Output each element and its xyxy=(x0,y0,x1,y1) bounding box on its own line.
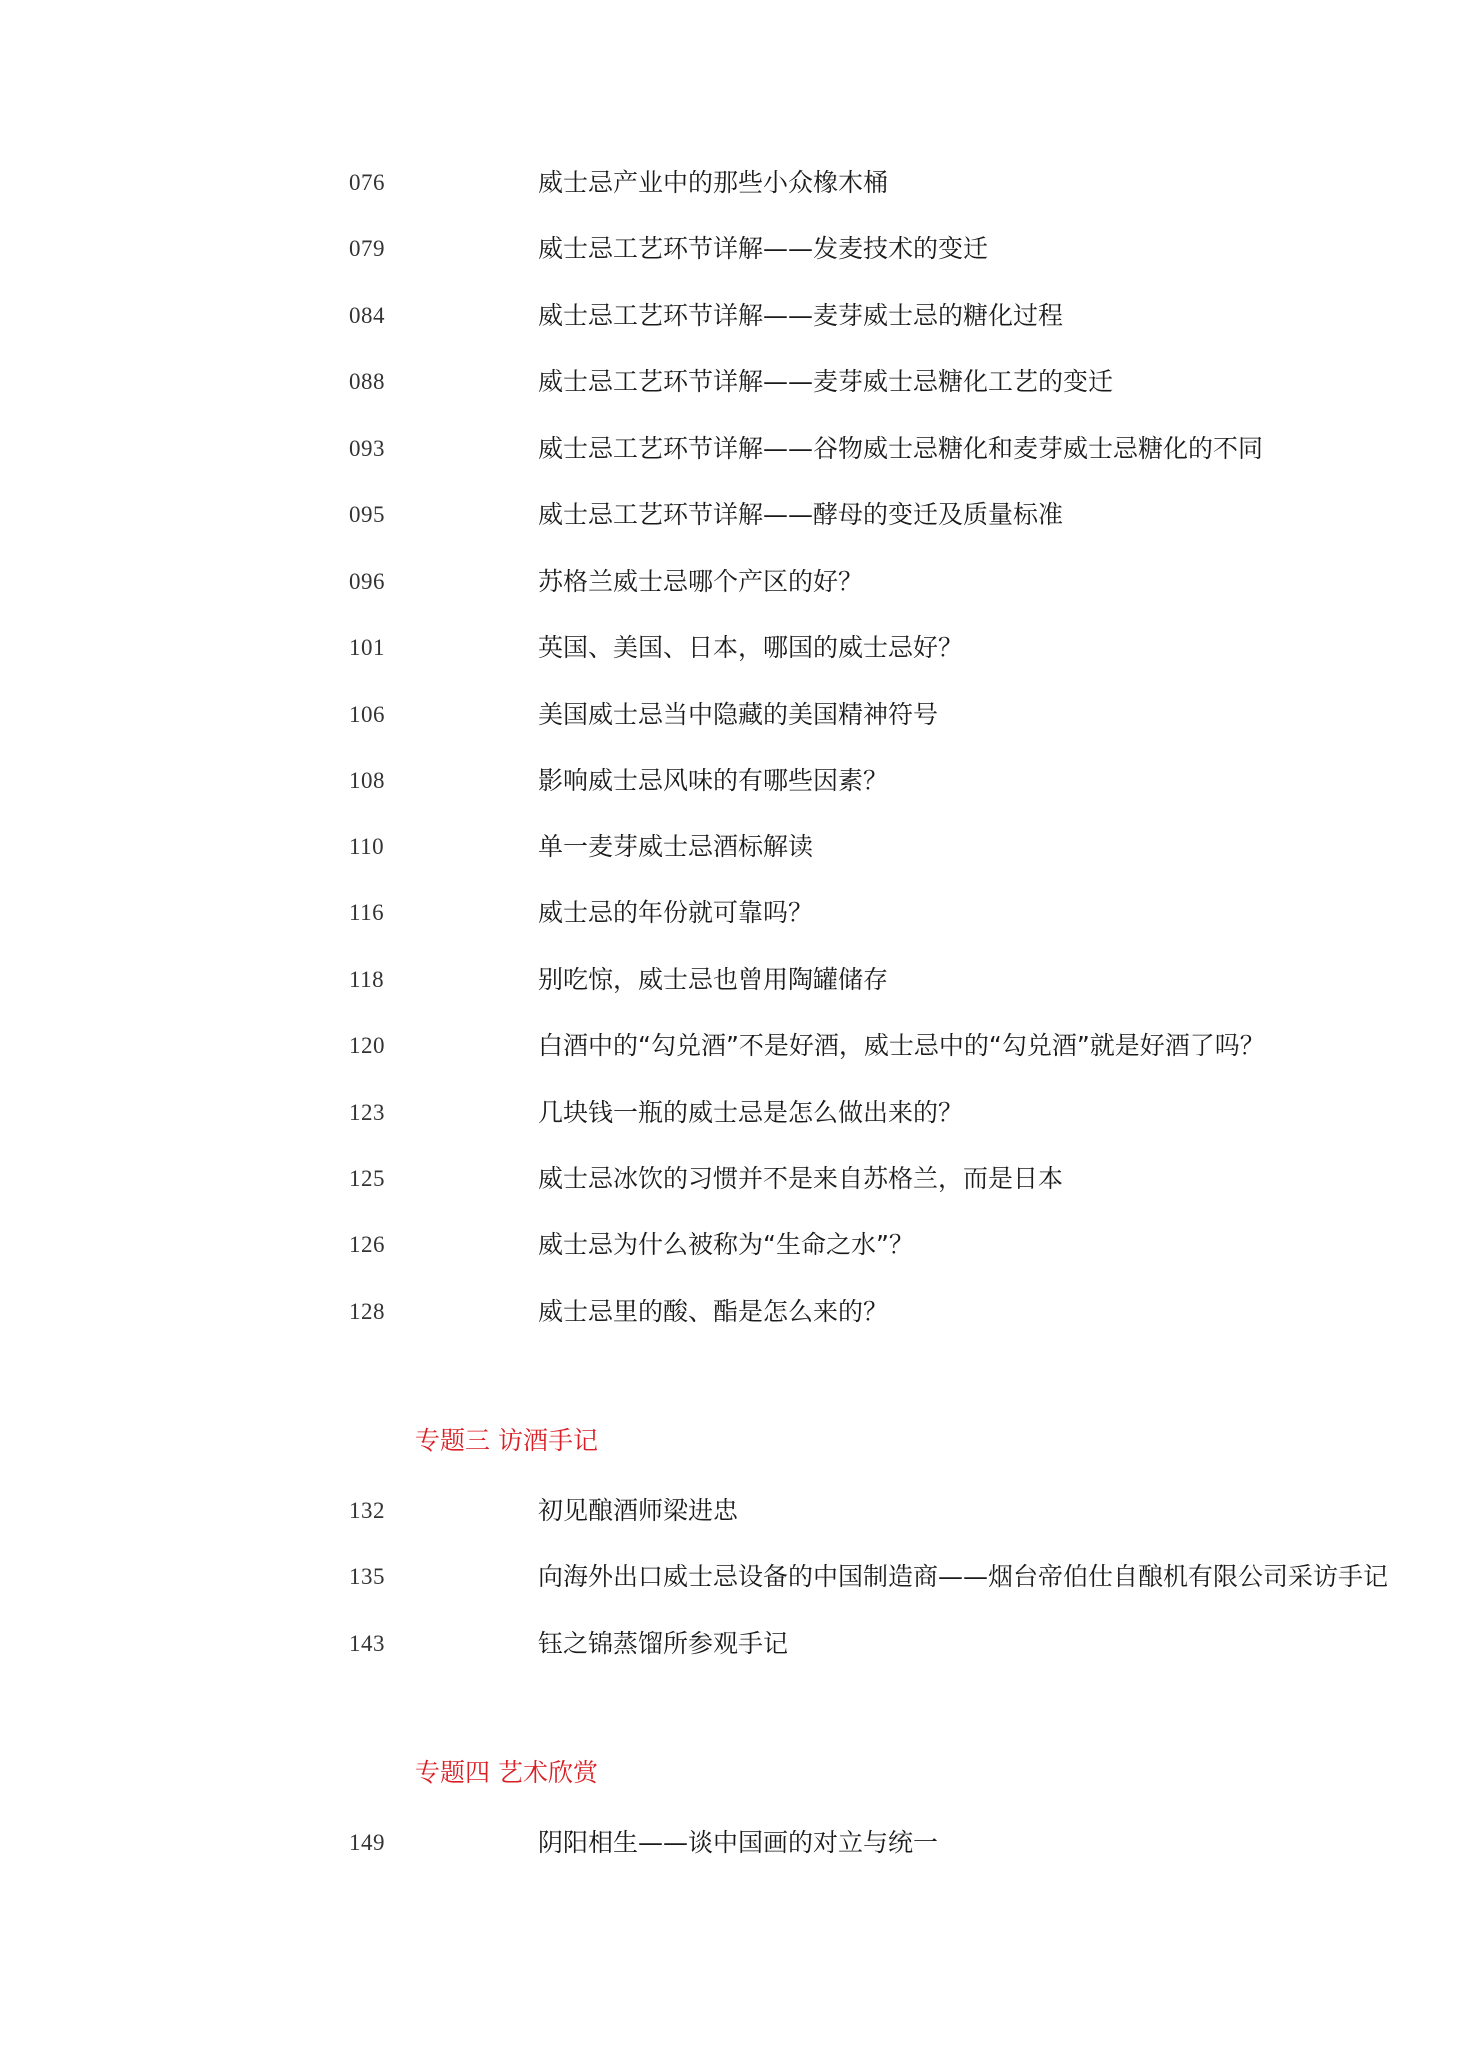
toc-entry xyxy=(0,827,1457,867)
entry-title: 威士忌工艺环节详解——酵母的变迁及质量标准 xyxy=(538,500,1064,529)
entry-title: 阴阳相生——谈中国画的对立与统一 xyxy=(538,1828,939,1857)
entry-title: 威士忌冰饮的习惯并不是来自苏格兰，而是日本 xyxy=(538,1164,1064,1193)
toc-entry xyxy=(0,1292,1457,1332)
toc-entry xyxy=(0,1823,1457,1863)
page-number: 095 xyxy=(349,502,385,527)
page-number: 135 xyxy=(349,1564,385,1589)
page-number: 116 xyxy=(349,900,385,925)
page-number: 132 xyxy=(349,1498,385,1523)
entry-title: 威士忌工艺环节详解——发麦技术的变迁 xyxy=(538,234,989,263)
toc-entry xyxy=(0,1159,1457,1199)
entry-title: 威士忌工艺环节详解——麦芽威士忌的糖化过程 xyxy=(538,301,1064,330)
toc-entry xyxy=(0,1491,1457,1531)
page-number: 101 xyxy=(349,635,385,660)
page-number: 123 xyxy=(349,1100,385,1125)
entry-title: 威士忌工艺环节详解——谷物威士忌糖化和麦芽威士忌糖化的不同 xyxy=(538,434,1264,463)
toc-entry xyxy=(0,960,1457,1000)
page-number: 106 xyxy=(349,702,385,727)
toc-entry xyxy=(0,495,1457,535)
page-number: 126 xyxy=(349,1232,385,1257)
entry-title: 影响威士忌风味的有哪些因素？ xyxy=(538,766,889,795)
toc-entry xyxy=(0,296,1457,336)
toc-entry xyxy=(0,1624,1457,1664)
page-number: 108 xyxy=(349,768,385,793)
page-number: 125 xyxy=(349,1166,385,1191)
entry-title: 苏格兰威士忌哪个产区的好？ xyxy=(538,567,864,596)
entry-title: 向海外出口威士忌设备的中国制造商——烟台帝伯仕自酿机有限公司采访手记 xyxy=(538,1562,1389,1591)
page-number: 143 xyxy=(349,1631,385,1656)
entry-title: 别吃惊，威士忌也曾用陶罐储存 xyxy=(538,965,889,994)
page-number: 093 xyxy=(349,436,385,461)
page-number: 084 xyxy=(349,303,385,328)
entry-title: 白酒中的“勾兑酒”不是好酒，威士忌中的“勾兑酒”就是好酒了吗？ xyxy=(538,1031,1265,1060)
toc-entry xyxy=(0,761,1457,801)
toc-entry xyxy=(0,429,1457,469)
toc-entry xyxy=(0,695,1457,735)
page-number: 149 xyxy=(349,1830,385,1855)
toc-entry xyxy=(0,229,1457,269)
entry-title: 钰之锦蒸馏所参观手记 xyxy=(538,1629,789,1658)
entry-title: 威士忌的年份就可靠吗？ xyxy=(538,898,814,927)
entry-title: 威士忌为什么被称为“生命之水”？ xyxy=(538,1230,914,1259)
toc-entry xyxy=(0,628,1457,668)
entry-title: 美国威士忌当中隐藏的美国精神符号 xyxy=(538,700,939,729)
page-number: 076 xyxy=(349,170,385,195)
section-heading: 专题三 访酒手记 xyxy=(415,1426,598,1455)
entry-title: 几块钱一瓶的威士忌是怎么做出来的？ xyxy=(538,1098,964,1127)
toc-entry xyxy=(0,1557,1457,1597)
page-number: 118 xyxy=(349,967,385,992)
toc-entry xyxy=(0,1225,1457,1265)
page-number: 096 xyxy=(349,569,385,594)
page-number: 128 xyxy=(349,1299,385,1324)
page-number: 110 xyxy=(349,834,385,859)
toc-entry xyxy=(0,1026,1457,1066)
entry-title: 威士忌工艺环节详解——麦芽威士忌糖化工艺的变迁 xyxy=(538,367,1114,396)
entry-title: 初见酿酒师梁进忠 xyxy=(538,1496,739,1525)
toc-entry xyxy=(0,362,1457,402)
toc-entry xyxy=(0,163,1457,203)
page-number: 079 xyxy=(349,236,385,261)
entry-title: 威士忌产业中的那些小众橡木桶 xyxy=(538,168,889,197)
entry-title: 威士忌里的酸、酯是怎么来的？ xyxy=(538,1297,889,1326)
page-number: 120 xyxy=(349,1033,385,1058)
section-heading: 专题四 艺术欣赏 xyxy=(415,1758,598,1787)
entry-title: 英国、美国、日本，哪国的威士忌好？ xyxy=(538,633,964,662)
entry-title: 单一麦芽威士忌酒标解读 xyxy=(538,832,814,861)
toc-entry xyxy=(0,562,1457,602)
toc-entry xyxy=(0,1093,1457,1133)
toc-entry xyxy=(0,893,1457,933)
page-number: 088 xyxy=(349,369,385,394)
